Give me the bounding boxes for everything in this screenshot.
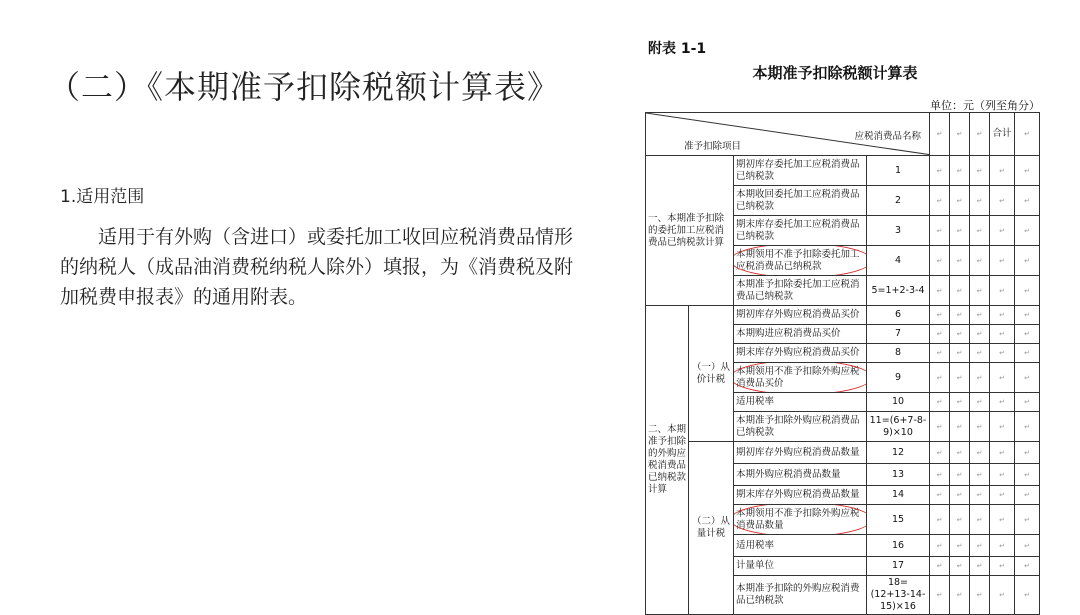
row-code: 2 bbox=[867, 186, 930, 216]
table-cell: ↵ bbox=[950, 306, 970, 325]
table-cell: ↵ bbox=[1015, 276, 1040, 306]
row-item: 期初库存委托加工应税消费品已纳税款 bbox=[734, 156, 867, 186]
table-cell: ↵ bbox=[970, 246, 990, 276]
table-cell: ↵ bbox=[1015, 557, 1040, 576]
table-cell: ↵ bbox=[950, 113, 970, 156]
table-cell: ↵ bbox=[930, 442, 950, 464]
row-code: 3 bbox=[867, 216, 930, 246]
table-cell: ↵ bbox=[930, 393, 950, 412]
table-cell: ↵ bbox=[970, 442, 990, 464]
table-cell: ↵ bbox=[970, 412, 990, 442]
table-cell: ↵ bbox=[990, 363, 1015, 393]
section2-label: 二、本期准予扣除的外购应税消费品已纳税款计算 bbox=[646, 306, 689, 615]
table-cell: ↵ bbox=[990, 576, 1015, 615]
table-cell: ↵ bbox=[1015, 464, 1040, 486]
row-code: 15 bbox=[867, 505, 930, 535]
table-cell: ↵ bbox=[930, 276, 950, 306]
row-item: 期末库存外购应税消费品买价 bbox=[734, 344, 867, 363]
row-code: 14 bbox=[867, 486, 930, 505]
table-cell: ↵ bbox=[930, 464, 950, 486]
row-item: 本期购进应税消费品买价 bbox=[734, 325, 867, 344]
table-cell: ↵ bbox=[1015, 344, 1040, 363]
section1-label: 一、本期准予扣除的委托加工应税消费品已纳税款计算 bbox=[646, 156, 734, 306]
row-code: 16 bbox=[867, 535, 930, 557]
table-cell: ↵ bbox=[930, 576, 950, 615]
row-item: 本期准予扣除的外购应税消费品已纳税款 bbox=[734, 576, 867, 615]
table-cell: ↵ bbox=[990, 325, 1015, 344]
table-cell: ↵ bbox=[990, 442, 1015, 464]
table-row bbox=[646, 156, 1040, 186]
table-cell: ↵ bbox=[950, 186, 970, 216]
row-item: 期初库存外购应税消费品数量 bbox=[734, 442, 867, 464]
table-cell: ↵ bbox=[930, 113, 950, 156]
table-cell: ↵ bbox=[950, 344, 970, 363]
table-cell: ↵ bbox=[970, 306, 990, 325]
table-cell: ↵ bbox=[930, 156, 950, 186]
table-cell: ↵ bbox=[970, 363, 990, 393]
row-code: 11=(6+7-8-9)×10 bbox=[867, 412, 930, 442]
table-cell: ↵ bbox=[970, 276, 990, 306]
table-cell: ↵ bbox=[950, 557, 970, 576]
table-cell: ↵ bbox=[970, 325, 990, 344]
table-cell: ↵ bbox=[950, 363, 970, 393]
scope-paragraph: 适用于有外购（含进口）或委托加工收回应税消费品情形的纳税人（成品油消费税纳税人除外）填报，为《消费税及附加税费申报表》的通用附表。 bbox=[60, 226, 574, 308]
row-item: 期初库存外购应税消费品买价 bbox=[734, 306, 867, 325]
table-cell: ↵ bbox=[950, 576, 970, 615]
row-item: 本期准予扣除外购应税消费品已纳税款 bbox=[734, 412, 867, 442]
table-cell: ↵ bbox=[930, 306, 950, 325]
table-cell: ↵ bbox=[990, 216, 1015, 246]
table-cell: ↵ bbox=[1015, 412, 1040, 442]
table-cell: ↵ bbox=[930, 246, 950, 276]
table-cell: ↵ bbox=[970, 344, 990, 363]
sub1-label: （一）从价计税 bbox=[689, 306, 734, 442]
table-title: 本期准予扣除税额计算表 bbox=[752, 64, 918, 82]
row-code: 4 bbox=[867, 246, 930, 276]
table-cell: ↵ bbox=[930, 216, 950, 246]
table-cell: ↵ bbox=[950, 216, 970, 246]
table-cell: ↵ bbox=[950, 246, 970, 276]
row-item: 本期准予扣除委托加工应税消费品已纳税款 bbox=[734, 276, 867, 306]
row-code: 7 bbox=[867, 325, 930, 344]
row-item: 计量单位 bbox=[734, 557, 867, 576]
table-cell: ↵ bbox=[990, 186, 1015, 216]
table-cell: ↵ bbox=[970, 113, 990, 156]
table-cell: ↵ bbox=[1015, 576, 1040, 615]
table-cell: ↵ bbox=[1015, 186, 1040, 216]
table-cell: ↵ bbox=[1015, 113, 1040, 156]
row-code: 13 bbox=[867, 464, 930, 486]
table-cell: ↵ bbox=[970, 576, 990, 615]
total-header: 合计 bbox=[990, 113, 1015, 156]
table-cell: ↵ bbox=[1015, 325, 1040, 344]
table-cell: ↵ bbox=[950, 505, 970, 535]
table-cell: ↵ bbox=[950, 412, 970, 442]
table-cell: ↵ bbox=[1015, 486, 1040, 505]
table-cell: ↵ bbox=[1015, 246, 1040, 276]
table-cell: ↵ bbox=[990, 412, 1015, 442]
table-cell: ↵ bbox=[970, 535, 990, 557]
row-item: 期末库存委托加工应税消费品已纳税款 bbox=[734, 216, 867, 246]
table-row bbox=[646, 306, 1040, 325]
table-cell: ↵ bbox=[1015, 156, 1040, 186]
table-cell: ↵ bbox=[970, 186, 990, 216]
table-cell: ↵ bbox=[930, 344, 950, 363]
table-cell: ↵ bbox=[950, 535, 970, 557]
row-item: 适用税率 bbox=[734, 393, 867, 412]
table-cell: ↵ bbox=[950, 486, 970, 505]
table-cell: ↵ bbox=[1015, 363, 1040, 393]
table-cell: ↵ bbox=[990, 557, 1015, 576]
row-code: 1 bbox=[867, 156, 930, 186]
unit-label: 单位：元（列至角分） bbox=[930, 99, 1040, 112]
row-code: 18=(12+13-14-15)×16 bbox=[867, 576, 930, 615]
table-cell: ↵ bbox=[930, 363, 950, 393]
table-cell: ↵ bbox=[970, 557, 990, 576]
table-cell: ↵ bbox=[990, 156, 1015, 186]
table-cell: ↵ bbox=[1015, 535, 1040, 557]
table-cell: ↵ bbox=[930, 412, 950, 442]
table-cell: ↵ bbox=[990, 505, 1015, 535]
table-cell: ↵ bbox=[950, 325, 970, 344]
table-cell: ↵ bbox=[990, 393, 1015, 412]
row-code: 12 bbox=[867, 442, 930, 464]
table-cell: ↵ bbox=[990, 246, 1015, 276]
appendix-label: 附表 1-1 bbox=[648, 41, 707, 57]
table-cell: ↵ bbox=[950, 276, 970, 306]
table-cell: ↵ bbox=[970, 156, 990, 186]
row-item: 本期领用不准予扣除委托加工应税消费品已纳税款 bbox=[734, 246, 867, 276]
table-cell: ↵ bbox=[970, 464, 990, 486]
row-item: 本期收回委托加工应税消费品已纳税款 bbox=[734, 186, 867, 216]
table-cell: ↵ bbox=[1015, 216, 1040, 246]
table-cell: ↵ bbox=[930, 505, 950, 535]
slide-title: （二）《本期准予扣除税额计算表》 bbox=[48, 68, 561, 106]
row-code: 6 bbox=[867, 306, 930, 325]
row-code: 9 bbox=[867, 363, 930, 393]
diagonal-header bbox=[646, 113, 930, 156]
table-cell: ↵ bbox=[1015, 505, 1040, 535]
table-cell: ↵ bbox=[930, 325, 950, 344]
table-cell: ↵ bbox=[990, 276, 1015, 306]
table-cell: ↵ bbox=[950, 156, 970, 186]
table-cell: ↵ bbox=[950, 393, 970, 412]
table-cell: ↵ bbox=[970, 486, 990, 505]
section-subheading: 1.适用范围 bbox=[60, 187, 145, 207]
row-code: 8 bbox=[867, 344, 930, 363]
table-cell: ↵ bbox=[990, 306, 1015, 325]
row-code: 17 bbox=[867, 557, 930, 576]
table-cell: ↵ bbox=[970, 216, 990, 246]
header-bottom-label: 准予扣除项目 bbox=[684, 141, 742, 152]
table-cell: ↵ bbox=[930, 535, 950, 557]
table-cell: ↵ bbox=[930, 486, 950, 505]
row-item: 本期领用不准予扣除外购应税消费品买价 bbox=[734, 363, 867, 393]
table-cell: ↵ bbox=[1015, 306, 1040, 325]
sub2-label: （二）从量计税 bbox=[689, 442, 734, 615]
table-cell: ↵ bbox=[990, 464, 1015, 486]
table-cell: ↵ bbox=[1015, 393, 1040, 412]
row-item: 本期外购应税消费品数量 bbox=[734, 464, 867, 486]
table-cell: ↵ bbox=[990, 344, 1015, 363]
table-cell: ↵ bbox=[930, 557, 950, 576]
row-item: 本期领用不准予扣除外购应税消费品数量 bbox=[734, 505, 867, 535]
row-item: 期末库存外购应税消费品数量 bbox=[734, 486, 867, 505]
table-cell: ↵ bbox=[990, 535, 1015, 557]
table-cell: ↵ bbox=[950, 442, 970, 464]
row-code: 5=1+2-3-4 bbox=[867, 276, 930, 306]
table-cell: ↵ bbox=[1015, 442, 1040, 464]
table-cell: ↵ bbox=[990, 486, 1015, 505]
row-code: 10 bbox=[867, 393, 930, 412]
table-cell: ↵ bbox=[950, 464, 970, 486]
header-row bbox=[646, 113, 1040, 156]
table-cell: ↵ bbox=[970, 393, 990, 412]
table-cell: ↵ bbox=[970, 505, 990, 535]
row-item: 适用税率 bbox=[734, 535, 867, 557]
header-top-label: 应税消费品名称 bbox=[854, 131, 921, 142]
table-cell: ↵ bbox=[930, 186, 950, 216]
deduction-table bbox=[645, 112, 1040, 615]
table-row bbox=[646, 442, 1040, 464]
